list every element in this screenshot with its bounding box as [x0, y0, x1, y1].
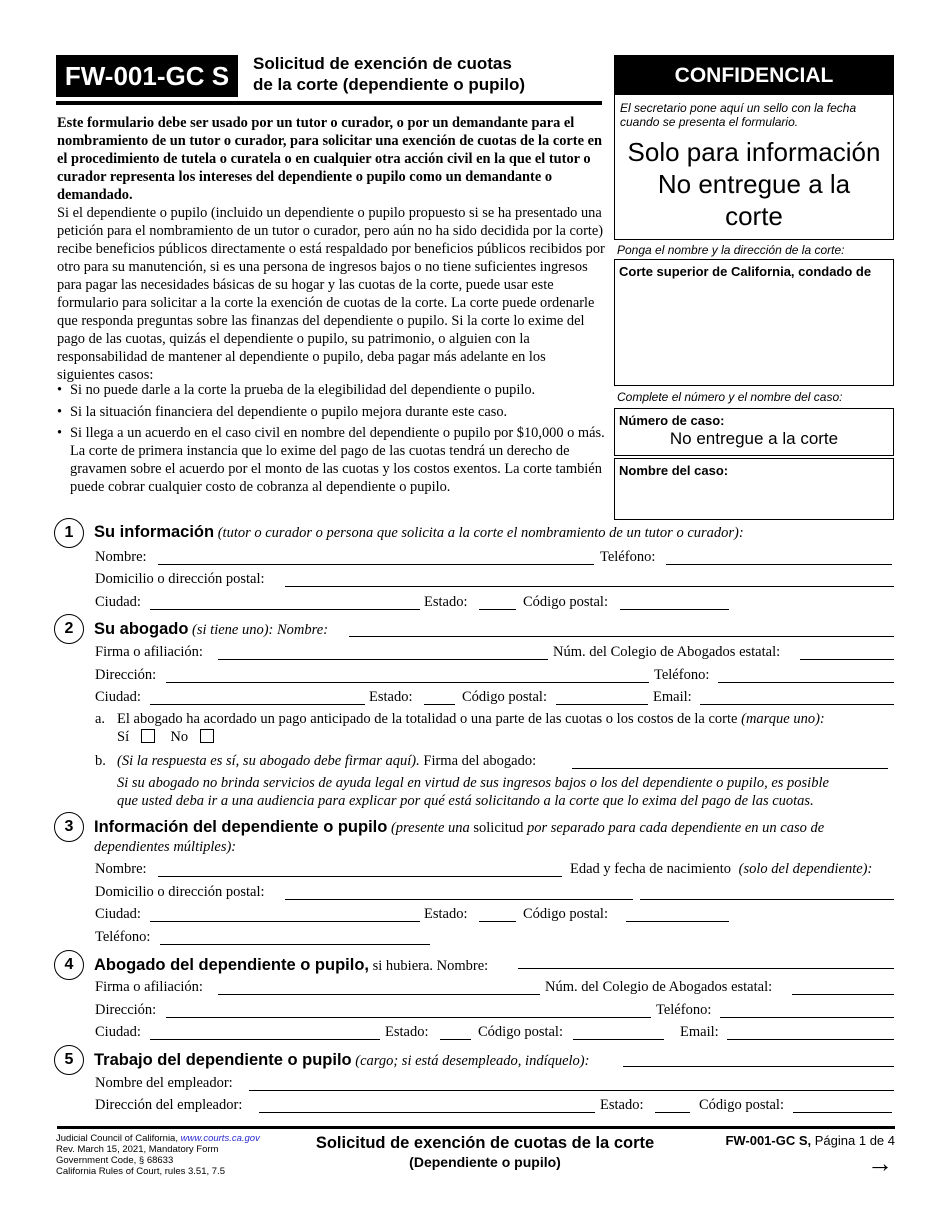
bullet-text: Si no puede darle a la corte la prueba de la elegibilidad del dependiente o pupilo.	[70, 382, 536, 398]
s2-city-label: Ciudad:	[95, 689, 141, 705]
s2a-question	[117, 710, 825, 728]
s3-phone-label: Teléfono:	[95, 929, 151, 945]
s1-address-input[interactable]	[285, 586, 894, 587]
s5-employer-address-label: Dirección del empleador:	[95, 1097, 243, 1113]
bullet-text: Si la situación financiera del dependiente o pupilo mejora durante este caso.	[70, 404, 508, 420]
s2a-yes-label: Sí	[117, 729, 130, 745]
s5-state-input[interactable]	[655, 1112, 690, 1113]
footer-rules: California Rules of Court, rules 3.51, 7.5	[56, 1166, 225, 1177]
section-4-heading	[94, 956, 488, 975]
section-2-title: Su abogado	[94, 620, 189, 638]
s2-email-input[interactable]	[700, 704, 894, 705]
s2b-note: (Si la respuesta es sí, su abogado debe firmar aquí).	[117, 753, 420, 769]
section-5-subtitle: (cargo; si está desempleado, indíquelo):	[355, 1053, 590, 1069]
footer-council: Judicial Council of California,	[56, 1133, 178, 1144]
s3-state-input[interactable]	[479, 921, 516, 922]
case-number-label: Número de caso:	[619, 413, 725, 428]
s3-address-label: Domicilio o dirección postal:	[95, 884, 265, 900]
s4-name-input[interactable]	[518, 968, 894, 969]
s3-zip-input[interactable]	[626, 921, 729, 922]
section-3-number: 3	[54, 812, 84, 842]
s1-city-input[interactable]	[150, 609, 420, 610]
section-1-heading	[94, 523, 744, 542]
s4-state-input[interactable]	[440, 1039, 471, 1040]
footer-form-id: FW-001-GC S,	[725, 1133, 812, 1148]
intro-bullet	[57, 424, 605, 496]
s4-address-input[interactable]	[166, 1017, 651, 1018]
section-3-sub-c: por separado para cada dependiente en un caso de	[526, 820, 825, 836]
s4-bar-input[interactable]	[792, 994, 894, 995]
s5-zip-label: Código postal:	[699, 1097, 784, 1113]
court-instruction: Ponga el nombre y la dirección de la corte:	[617, 243, 845, 257]
s3-age-row	[570, 860, 872, 878]
s2-address-input[interactable]	[166, 682, 649, 683]
s2-firm-label: Firma o afiliación:	[95, 644, 203, 660]
s4-zip-label: Código postal:	[478, 1024, 563, 1040]
section-3-sub-a: (presente una	[390, 820, 470, 836]
s2b-warning-line2: que usted deba ir a una audiencia para explicar por qué está solicitando a la corte que lo exima del pago de las cuotas.	[117, 793, 814, 809]
s1-city-label: Ciudad:	[95, 594, 141, 610]
s2a-choices	[117, 728, 214, 746]
footer-title	[285, 1133, 685, 1171]
s4-city-label: Ciudad:	[95, 1024, 141, 1040]
section-4-title: Abogado del dependiente o pupilo,	[94, 956, 369, 974]
s4-bar-label: Núm. del Colegio de Abogados estatal:	[545, 979, 773, 995]
s5-job-input[interactable]	[623, 1066, 894, 1067]
info-only-line1: Solo para información	[627, 137, 881, 167]
section-3-sub-d: dependientes múltiples):	[94, 839, 237, 855]
s2b-letter: b.	[95, 753, 106, 769]
s1-zip-input[interactable]	[620, 609, 729, 610]
header-divider	[56, 101, 602, 105]
section-3-title: Información del dependiente o pupilo	[94, 818, 388, 836]
s2-email-label: Email:	[653, 689, 692, 705]
case-number-note: No entregue a la corte	[669, 429, 839, 448]
s2-state-input[interactable]	[424, 704, 455, 705]
s4-phone-input[interactable]	[720, 1017, 894, 1018]
form-title-line1: Solicitud de exención de cuotas	[253, 54, 512, 73]
case-name-field[interactable]	[614, 458, 894, 520]
bullet-mark: •	[57, 404, 63, 420]
case-name-label: Nombre del caso:	[619, 463, 729, 478]
s3-birthdate-input[interactable]	[640, 899, 894, 900]
s3-phone-input[interactable]	[160, 944, 430, 945]
s3-age-label: Edad y fecha de nacimiento	[570, 861, 732, 877]
s3-zip-label: Código postal:	[523, 906, 608, 922]
section-2-heading	[94, 620, 328, 639]
intro-bullet	[57, 403, 605, 421]
info-only-line2: No entregue a la	[657, 169, 851, 199]
s1-phone-label: Teléfono:	[600, 549, 656, 565]
s5-employer-address-input[interactable]	[259, 1112, 595, 1113]
form-id-badge: FW-001-GC S	[56, 55, 238, 97]
section-2-subtitle: (si tiene uno): Nombre:	[192, 622, 329, 638]
intro-bold-paragraph: Este formulario debe ser usado por un tutor o curador, o por un demandante para el nombramiento de un tutor o curador, para solicitar una exención de cuotas de la corte en el procedimiento de tutela o curatela o en cualquier otra acción civil en la que el tutor o curador representa los intereses del dependiente o pupilo como un demandante o demandado.	[57, 115, 602, 203]
s4-email-input[interactable]	[727, 1039, 894, 1040]
s2-phone-label: Teléfono:	[654, 667, 710, 683]
s1-name-input[interactable]	[158, 564, 594, 565]
s2a-no-checkbox[interactable]	[200, 729, 214, 743]
s2-city-input[interactable]	[150, 704, 365, 705]
s1-name-label: Nombre:	[95, 549, 147, 565]
section-5-title: Trabajo del dependiente o pupilo	[94, 1051, 352, 1069]
footer-meta	[56, 1133, 286, 1177]
info-only-notice	[615, 136, 893, 232]
s4-firm-label: Firma o afiliación:	[95, 979, 203, 995]
s2-bar-input[interactable]	[800, 659, 894, 660]
bullet-text: Si llega a un acuerdo en el caso civil en nombre del dependiente o pupilo por $10,000 o más. La corte de primera instancia que lo exime del pago de las cuotas tendrá un derecho de gravamen sobre el acuerdo por el monto de las cuotas y los costos exentos. La corte también puede cobrar cualquier costo de cobranza al dependiente o pupilo.	[70, 425, 605, 495]
s2-name-input[interactable]	[349, 636, 894, 637]
s2b-label: Firma del abogado:	[423, 753, 537, 769]
court-name-field[interactable]	[614, 259, 894, 386]
s4-email-label: Email:	[680, 1024, 719, 1040]
footer-page-info	[700, 1133, 895, 1176]
info-only-line3: corte	[725, 201, 783, 231]
footer-divider	[57, 1126, 895, 1129]
s2-firm-input[interactable]	[218, 659, 548, 660]
s5-state-label: Estado:	[600, 1097, 644, 1113]
s4-firm-input[interactable]	[218, 994, 540, 995]
footer-page-number: Página 1 de 4	[814, 1133, 895, 1148]
bullet-mark: •	[57, 382, 63, 398]
section-4-number: 4	[54, 950, 84, 980]
s2-zip-label: Código postal:	[462, 689, 547, 705]
s2b-warning-line1: Si su abogado no brinda servicios de ayuda legal en virtud de sus ingresos bajos o los del dependiente o pupilo, es posible	[117, 775, 829, 791]
s2-bar-label: Núm. del Colegio de Abogados estatal:	[553, 644, 781, 660]
s2a-letter: a.	[95, 711, 106, 727]
s2a-text: El abogado ha acordado un pago anticipado de la totalidad o una parte de las cuotas o los costos de la corte	[117, 711, 738, 727]
s3-age-note: (solo del dependiente):	[738, 861, 873, 877]
section-4-subtitle: si hubiera. Nombre:	[372, 958, 489, 974]
s3-name-input[interactable]	[158, 876, 562, 877]
confidential-heading: CONFIDENCIAL	[615, 56, 893, 95]
s3-city-input[interactable]	[150, 921, 420, 922]
s2a-yes-checkbox[interactable]	[141, 729, 155, 743]
s2a-note: (marque uno):	[741, 711, 825, 727]
s1-state-input[interactable]	[479, 609, 516, 610]
s4-zip-input[interactable]	[573, 1039, 664, 1040]
case-number-field[interactable]	[614, 408, 894, 456]
s2-phone-input[interactable]	[718, 682, 894, 683]
s5-employer-label: Nombre del empleador:	[95, 1075, 233, 1091]
s1-state-label: Estado:	[424, 594, 468, 610]
s2-address-label: Dirección:	[95, 667, 157, 683]
section-5-heading	[94, 1051, 589, 1070]
s4-phone-label: Teléfono:	[656, 1002, 712, 1018]
intro-bullet	[57, 381, 605, 399]
s1-zip-label: Código postal:	[523, 594, 608, 610]
section-5-number: 5	[54, 1045, 84, 1075]
s4-address-label: Dirección:	[95, 1002, 157, 1018]
bullet-mark: •	[57, 425, 63, 441]
s3-address-input[interactable]	[285, 899, 633, 900]
footer-code: Government Code, § 68633	[56, 1155, 174, 1166]
court-label: Corte superior de California, condado de	[619, 264, 872, 279]
section-2-number: 2	[54, 614, 84, 644]
s5-zip-input[interactable]	[793, 1112, 892, 1113]
s2-zip-input[interactable]	[556, 704, 648, 705]
s5-employer-input[interactable]	[249, 1090, 894, 1091]
footer-rev: Rev. March 15, 2021, Mandatory Form	[56, 1144, 219, 1155]
form-title	[253, 53, 593, 95]
s1-phone-input[interactable]	[666, 564, 892, 565]
intro-body-paragraph: Si el dependiente o pupilo (incluido un dependiente o pupilo propuesto si se ha presentado una petición para el nombramiento de un tutor o curador, pero aún no ha sido decidida por la corte) recibe beneficios públicos directamente o está respaldado por beneficios públicos recibidos por otro para su manutención, si es una persona de ingresos bajos o no tiene suficientes ingresos para pagar las necesidades básicas de su hogar y las cuotas de la corte, puede usar este formulario para solicitar a la corte la exención de cuotas de la corte. La corte puede ordenarle que responda preguntas sobre las finanzas del dependiente o pupilo. Si la corte lo exime del pago de las cuotas, quizás el dependiente o pupilo, su patrimonio, o alguien con la responsabilidad de mantener al dependiente o pupilo, deba pagar más adelante en los siguientes casos:	[57, 205, 605, 383]
s2a-no-label: No	[170, 729, 189, 745]
clerk-stamp-box	[614, 55, 894, 240]
section-3-sub-b: solicitud	[473, 820, 524, 836]
footer-title-line1: Solicitud de exención de cuotas de la corte	[315, 1134, 655, 1152]
footer-title-line2: (Dependiente o pupilo)	[409, 1154, 561, 1170]
s2b-signature-row	[117, 752, 536, 770]
section-3-heading	[94, 818, 824, 837]
section-1-title: Su información	[94, 523, 215, 541]
section-1-subtitle: (tutor o curador o persona que solicita a la corte el nombramiento de un tutor o curador):	[217, 525, 744, 541]
s2b-signature-input[interactable]	[572, 768, 888, 769]
s3-city-label: Ciudad:	[95, 906, 141, 922]
s3-name-label: Nombre:	[95, 861, 147, 877]
s4-city-input[interactable]	[150, 1039, 380, 1040]
s3-state-label: Estado:	[424, 906, 468, 922]
form-title-line2: de la corte (dependiente o pupilo)	[253, 75, 526, 94]
s2-state-label: Estado:	[369, 689, 413, 705]
section-1-number: 1	[54, 518, 84, 548]
case-instruction: Complete el número y el nombre del caso:	[617, 390, 843, 404]
next-page-arrow-icon: →	[867, 1148, 893, 1178]
s1-address-label: Domicilio o dirección postal:	[95, 571, 265, 587]
s4-state-label: Estado:	[385, 1024, 429, 1040]
clerk-note: El secretario pone aquí un sello con la fecha cuando se presenta el formulario.	[620, 101, 857, 129]
footer-website-link[interactable]: www.courts.ca.gov	[180, 1133, 260, 1144]
